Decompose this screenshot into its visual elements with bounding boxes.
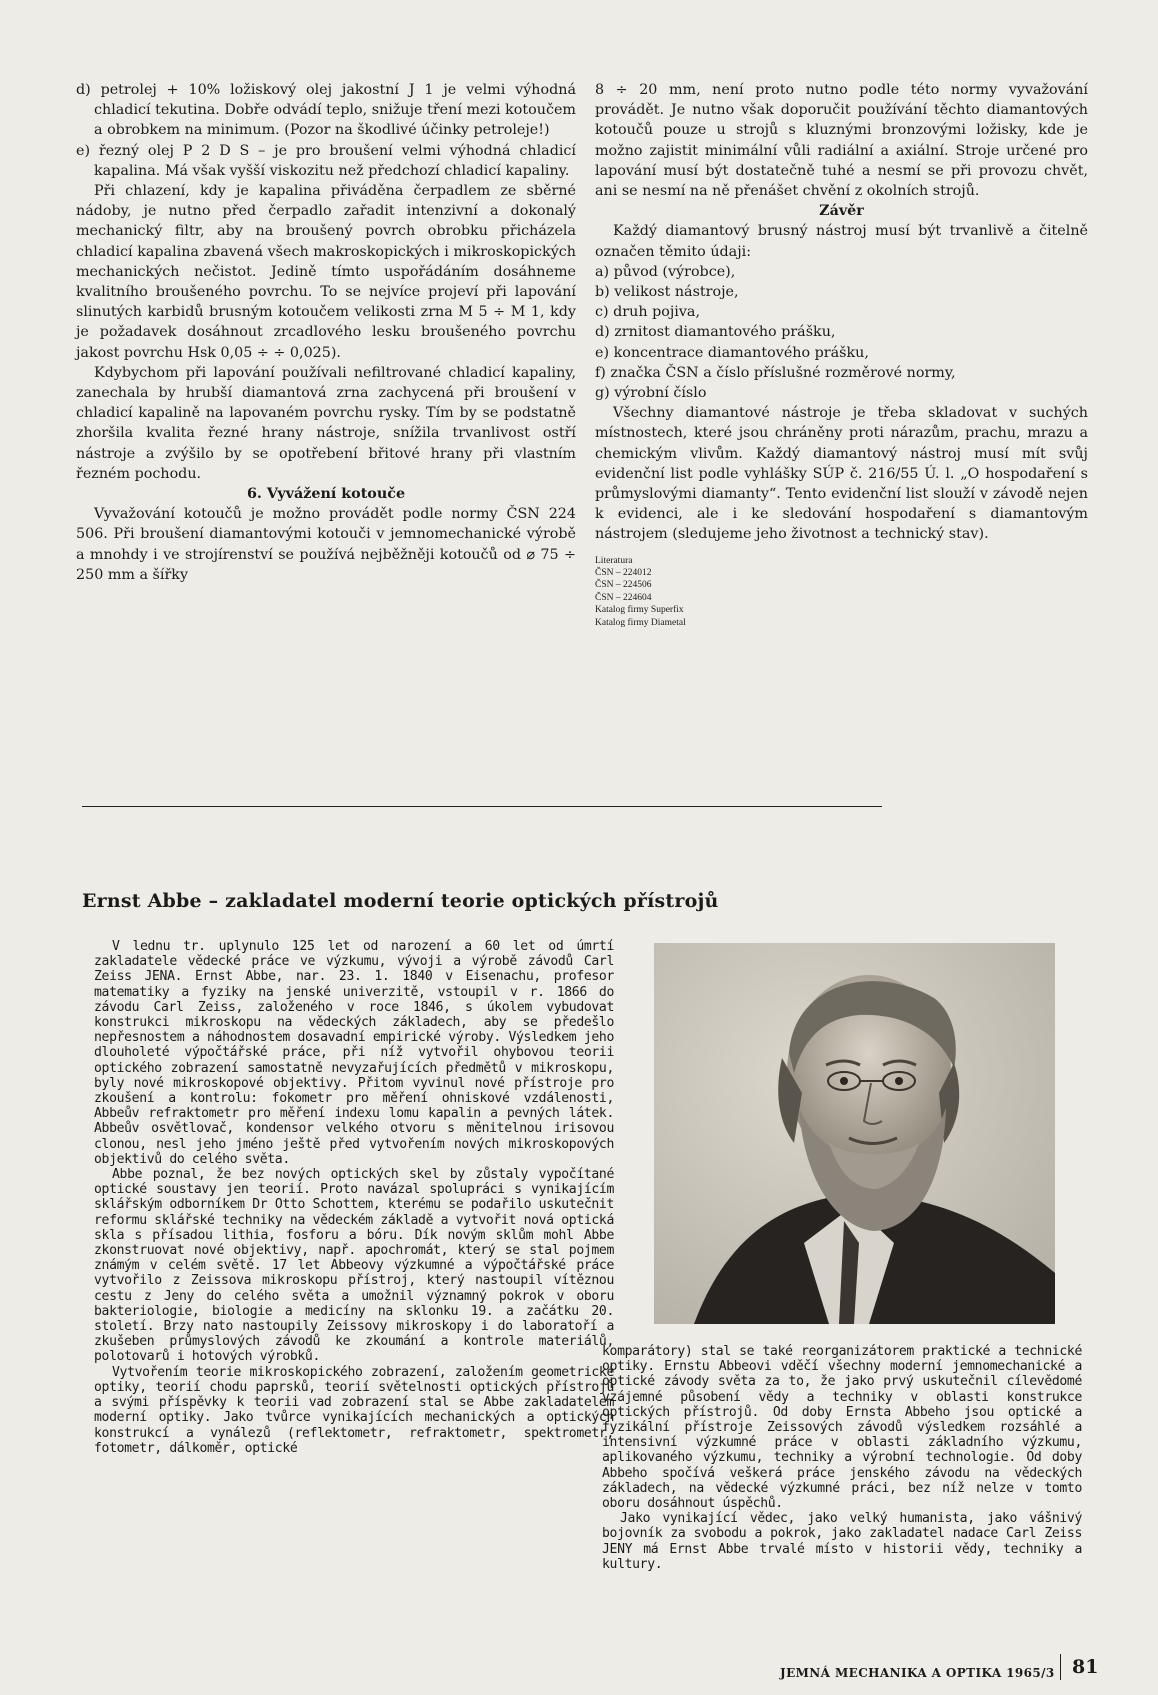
literature-item: ČSN – 224012	[595, 568, 652, 579]
list-item: f) značka ČSN a číslo příslušné rozměrové normy,	[595, 364, 956, 381]
marking-list	[595, 262, 1088, 403]
right-column	[595, 80, 1088, 629]
list-item: b) velikost nástroje,	[595, 284, 739, 301]
journal-name: JEMNÁ MECHANIKA A OPTIKA 1965/3	[780, 1666, 1055, 1680]
paragraph-coolant-e: e) řezný olej P 2 D S – je pro broušení velmi výhodná chladicí kapalina. Má však vyšší viskozitu než předchozí chladicí kapaliny.	[76, 142, 576, 179]
list-item: c) druh pojiva,	[595, 304, 700, 321]
section-heading-balancing: 6. Vyvážení kotouče	[246, 486, 406, 503]
ernst-abbe-portrait-image	[654, 943, 1055, 1324]
article-right-column	[602, 1344, 1082, 1572]
list-item: d) zrnitost diamantového prášku,	[595, 324, 836, 341]
literature-list	[595, 555, 1088, 629]
paragraph-cooling: Při chlazení, kdy je kapalina přiváděna čerpadlem ze sběrné nádoby, je nutno před čerpadlo zařadit intenzivní a dokonalý mechanický filtr, aby na broušený povrch obrobku přicházela chladicí kapalina zbavená všech makroskopických i mikroskopických mechanických nečistot. Jedině tímto uspořádáním dosáhneme kvalitního broušeného povrchu. To se nejvíce projeví při lapování slinutých karbidů brusným kotoučem velikosti zrna M 5 ÷ M 1, kdy je požadavek dosáhnout zrcadlového lesku broušeného povrchu jakost povrchu Hsk 0,05 ÷ ÷ 0,025).	[76, 183, 576, 361]
article-paragraph: Jako vynikající vědec, jako velký humanista, jako vášnivý bojovník za svobodu a pokrok, jako zakladatel nadace Carl Zeiss JENY má Ernst Abbe trvalé místo v historii vědy, techniky a kultury.	[602, 1511, 1082, 1572]
paragraph-unfiltered: Kdybychom při lapování používali nefiltrované chladicí kapaliny, zanechala by hrubší diamantová zrna zachycená při broušení v chladicí kapalině na lapovaném povrchu rysky. Tím by se podstatně zhoršila kvalita řezné hrany nástroje, snížila trvanlivost ostří nástroje a zvýšilo by se opotřebení břitové hrany při vlastním řezném pochodu.	[76, 364, 576, 482]
article-paragraph: Vytvořením teorie mikroskopického zobrazení, založením geometrické optiky, teorií chodu paprsků, teorií světelnosti optických přístrojů a svými příspěvky k teorii vad zobrazení stal se Abbe zakladatelem moderní optiky. Jako tvůrce vynikajících mechanických a optických konstrukcí a vynálezů (reflektometr, refraktometr, spektrometr, fotometr, dálkoměr, optické	[94, 1364, 614, 1456]
paragraph-marking: Každý diamantový brusný nástroj musí být trvanlivě a čitelně označen těmito údaji:	[595, 223, 1088, 260]
list-item: e) koncentrace diamantového prášku,	[595, 344, 869, 361]
page-number: 81	[1072, 1656, 1099, 1678]
section-divider	[82, 806, 882, 807]
left-column	[76, 80, 576, 585]
literature-item: Katalog firmy Superfix	[595, 605, 684, 616]
portrait-photo	[654, 943, 1055, 1324]
article-paragraph: V lednu tr. uplynulo 125 let od narození a 60 let od úmrtí zakladatele vědecké práce ve výzkumu, vývoji a výrobě závodů Carl Zeiss JENA. Ernst Abbe, nar. 23. 1. 1840 v Eisenachu, profesor matematiky a fyziky na jenské univerzitě, vstoupil v r. 1866 do závodu Carl Zeiss, založeného v roce 1846, s úkolem vybudovat konstrukci mikroskopu na vědeckých základech, aby se předešlo nepřesnostem a náhodnostem dosavadní empirické výroby. Výsledkem jeho dlouholeté výpočtářské práce, při níž vytvořil ohybovou teorii optického zobrazení samostatně nevyzařujících předmětů v mikroskopu, byly nové mikroskopové objektivy. Přitom vyvinul nové přístroje pro zkoušení a kontrolu: fokometr pro měření ohniskové vzdálenosti, Abbeův refraktometr pro měření indexu lomu kapalin a pevných látek. Abbeův osvětlovač, kondensor velkého otvoru s měnitelnou irisovou clonou, nesl jeho jméno ještě před vytvořením nových mikroskopových objektivů do celého světa.	[94, 939, 614, 1167]
section-heading-conclusion: Závěr	[819, 203, 864, 220]
paragraph-balancing-cont: 8 ÷ 20 mm, není proto nutno podle této normy vyvažování provádět. Je nutno však doporučit používání těchto diamantových kotoučů pouze u strojů s kluznými bronzovými ložisky, kde je možno zajistit minimální vůli radiální a axiální. Stroje určené pro lapování musí být dostatečně tuhé a nesmí se při provozu chvět, ani se nesmí na ně přenášet chvění z okolních strojů.	[595, 82, 1088, 200]
article-title: Ernst Abbe – zakladatel moderní teorie optických přístrojů	[82, 890, 719, 912]
article-paragraph: Abbe poznal, že bez nových optických skel by zůstaly vypočítané optické soustavy jen teorií. Proto navázal spolupráci s vynikajícím sklářským odborníkem Dr Otto Schottem, kterému se podařilo uskutečnit reformu sklářské techniky na vědeckém základě a vytvořit nová optická skla s přísadou lithia, fosforu a bóru. Dík novým sklům mohl Abbe zkonstruovat nové objektivy, např. apochromát, který se stal pojmem známým v celém světě. 17 let Abbeovy výzkumné a výpočtářské práce vytvořilo z Zeissova mikroskopu přístroj, který nastoupil vítěznou cestu z Jeny do celého světa a umožnil významný pokrok v oboru bakteriologie, biologie a medicíny na sklonku 19. a začátku 20. století. Brzy nato nastoupily Zeissovy mikroskopy i do laboratoří a zkušeben průmyslových závodů ke zkoumání a kontrole materiálů, polotovarů i hotových výrobků.	[94, 1167, 614, 1365]
article-paragraph: komparátory) stal se také reorganizátorem praktické a technické optiky. Ernstu Abbeovi vděčí všechny moderní jemnomechanické a optické závody světa za to, že jako prvý uskutečnil cílevědomé vzájemné působení vědy a techniky v oblasti konstrukce optických přístrojů. Od doby Ernsta Abbeho jsou optické a fyzikální přístroje Zeissových závodů výsledkem rozsáhlé a intensivní výzkumné práce v oblasti základního výzkumu, aplikovaného výzkumu, techniky a výrobní technologie. Od doby Abbeho spočívá veškerá práce jenského závodu na vědeckých základech, na vědecké výzkumné práci, bez níž nelze v tomto oboru dosáhnout úspěchů.	[602, 1344, 1082, 1512]
page-footer	[780, 1656, 1099, 1681]
paragraph-balancing: Vyvažování kotoučů je možno provádět podle normy ČSN 224 506. Při broušení diamantovými kotouči v jemnomechanické výrobě a mnohdy i ve strojírenství se používá nejběžněji kotoučů od ⌀ 75 ÷ 250 mm a šířky	[76, 506, 576, 583]
paragraph-coolant-d: d) petrolej + 10% ložiskový olej jakostní J 1 je velmi výhodná chladicí tekutina. Dobře odvádí teplo, snižuje tření mezi kotoučem a obrobkem na minimum. (Pozor na škodlivé účinky petroleje!)	[76, 82, 576, 139]
literature-item: Katalog firmy Diametal	[595, 617, 686, 628]
article-left-column	[94, 939, 614, 1456]
literature-item: ČSN – 224604	[595, 592, 652, 603]
literature-title: Literatura	[595, 555, 633, 566]
list-item: a) původ (výrobce),	[595, 263, 736, 280]
paragraph-storage: Všechny diamantové nástroje je třeba skladovat v suchých místnostech, které jsou chráněny proti nárazům, prachu, mrazu a chemickým vlivům. Každý diamantový nástroj musí mít svůj evidenční list podle vyhlášky SÚP č. 216/55 Ú. l. „O hospodaření s průmyslovými diamanty“. Tento evidenční list slouží v závodě nejen k evidenci, ale i ke sledování hospodaření s diamantovým nástrojem (sledujeme jeho životnost a technický stav).	[595, 405, 1088, 543]
list-item: g) výrobní číslo	[595, 385, 707, 402]
footer-divider	[1060, 1654, 1061, 1680]
literature-item: ČSN – 224506	[595, 580, 652, 591]
